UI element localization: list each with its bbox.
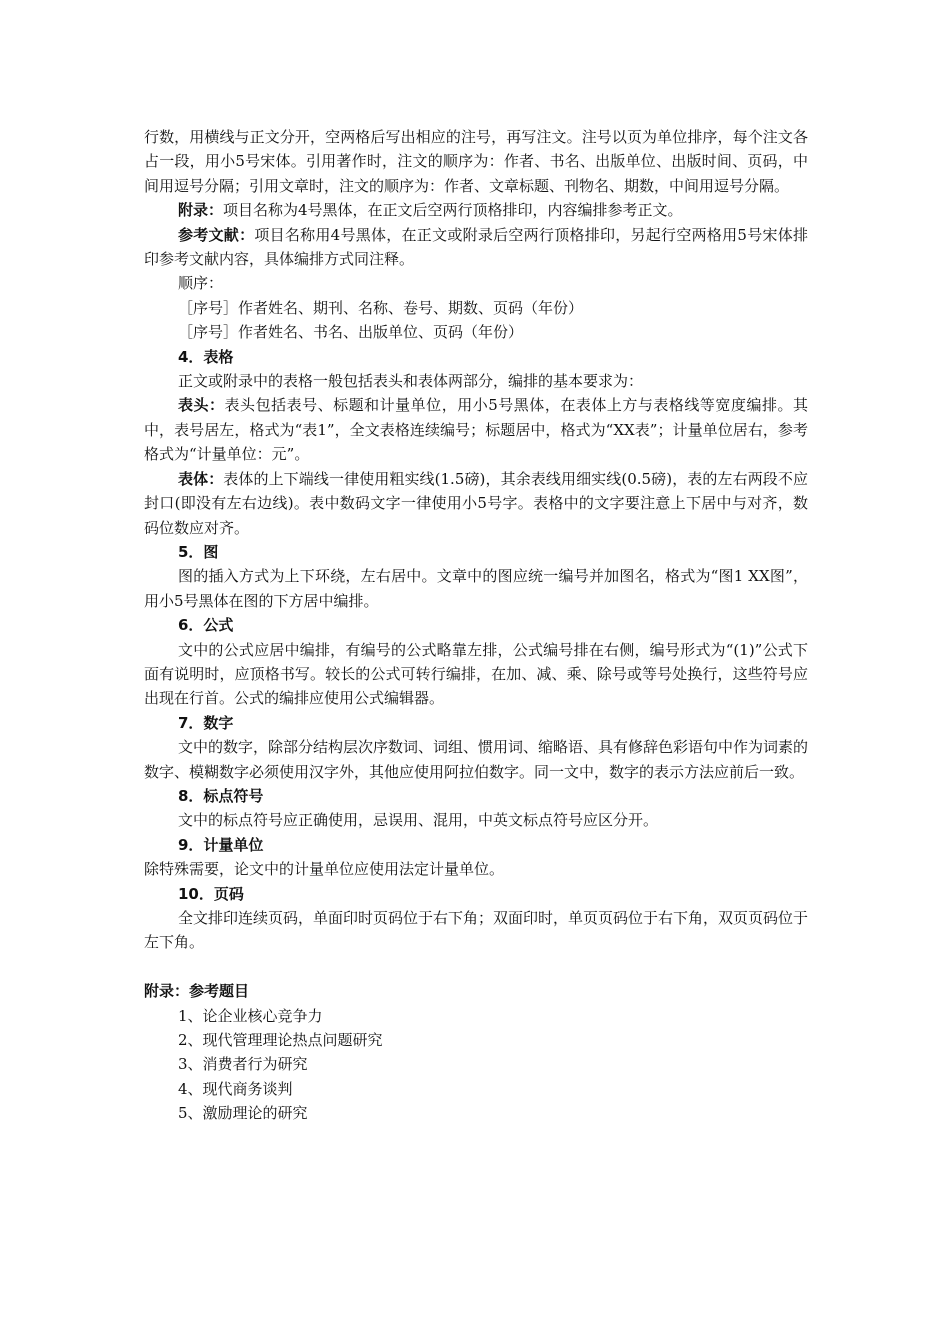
topic-item: 3、消费者行为研究 — [178, 1055, 308, 1074]
tables-intro-paragraph: 正文或附录中的表格一般包括表头和表体两部分，编排的基本要求为： — [178, 372, 644, 391]
topic-item: 1、论企业核心竞争力 — [178, 1006, 323, 1025]
appendix-rule-label: 附录： — [178, 201, 224, 220]
topic-item: 4、现代商务谈判 — [178, 1079, 293, 1098]
section-heading-figures: 5．图 — [178, 542, 219, 561]
appendix-title: 附录：参考题目 — [144, 982, 250, 1001]
table-header-text: 表头包括表号、标题和计量单位，用小5号黑体，在表体上方与表格线等宽度编排。其中，表号居左，格式为“表1”，全文表格连续编号；标题居中，格式为“XX表”；计量单位居右，参考格式为“计量单位：元”。 — [144, 396, 808, 464]
page-numbers-paragraph: 全文排印连续页码，单面印时页码位于右下角；双面印时，单页页码位于右下角，双页页码位于左下角。 — [144, 909, 809, 952]
section-heading-page-numbers: 10．页码 — [178, 884, 244, 903]
references-rule-text: 项目名称用4号黑体，在正文或附录后空两行顶格排印，另起行空两格用5号宋体排印参考文献内容，具体编排方式同注释。 — [144, 225, 808, 269]
table-header-paragraph — [144, 393, 808, 466]
table-header-label: 表头： — [178, 396, 225, 415]
document-body — [144, 125, 808, 1126]
table-body-label: 表体： — [178, 469, 224, 488]
formulas-paragraph: 文中的公式应居中编排，有编号的公式略靠左排，公式编号排在右侧，编号形式为“(1)”公式下面有说明时，应顶格书写。较长的公式可转行编排，在加、减、乘、除号或等号处换行，这些符号应出现在行首。公式的编排应使用公式编辑器。 — [144, 640, 808, 708]
figures-paragraph: 图的插入方式为上下环绕，左右居中。文章中的图应统一编号并加图名，格式为“图1 XX图”，用小5号黑体在图的下方居中编排。 — [144, 567, 808, 610]
appendix-rule-text: 项目名称为4号黑体，在正文后空两行顶格排印，内容编排参考正文。 — [223, 201, 683, 220]
table-body-paragraph — [144, 467, 808, 540]
numbers-paragraph: 文中的数字，除部分结构层次序数词、词组、惯用词、缩略语、具有修辞色彩语句中作为词素的数字、模糊数字必须使用汉字外，其他应使用阿拉伯数字。同一文中，数字的表示方法应前后一致。 — [144, 738, 809, 781]
appendix-rule-paragraph — [144, 198, 808, 222]
section-heading-tables: 4．表格 — [178, 347, 234, 366]
references-rule-label: 参考文献： — [178, 225, 255, 244]
section-heading-numbers: 7．数字 — [178, 713, 234, 732]
section-heading-punctuation: 8．标点符号 — [178, 786, 264, 805]
notes-continuation-paragraph: 行数，用横线与正文分开，空两格后写出相应的注号，再写注文。注号以页为单位排序，每个注文各占一段，用小5号宋体。引用著作时，注文的顺序为：作者、书名、出版单位、出版时间、页码，中间用逗号分隔；引用文章时，注文的顺序为：作者、文章标题、刊物名、期数，中间用逗号分隔。 — [144, 128, 808, 195]
order-item-book: ［序号］作者姓名、书名、出版单位、页码（年份） — [178, 323, 524, 342]
section-heading-formulas: 6．公式 — [178, 616, 234, 635]
section-heading-units: 9．计量单位 — [178, 835, 264, 854]
punctuation-paragraph: 文中的标点符号应正确使用，忌误用、混用，中英文标点符号应区分开。 — [178, 811, 659, 830]
order-title: 顺序： — [178, 274, 224, 293]
units-paragraph: 除特殊需要，论文中的计量单位应使用法定计量单位。 — [144, 860, 505, 879]
references-rule-paragraph — [144, 223, 808, 272]
order-item-journal: ［序号］作者姓名、期刊、名称、卷号、期数、页码（年份） — [178, 298, 584, 317]
topic-item: 2、现代管理理论热点问题研究 — [178, 1031, 383, 1050]
topic-item: 5、激励理论的研究 — [178, 1104, 308, 1123]
table-body-text: 表体的上下端线一律使用粗实线(1.5磅)，其余表线用细实线(0.5磅)，表的左右两段不应封口(即没有左右边线)。表中数码文字一律使用小5号字。表格中的文字要注意上下居中与对齐，数码位数应对齐。 — [144, 469, 808, 537]
blank-line — [144, 955, 808, 979]
